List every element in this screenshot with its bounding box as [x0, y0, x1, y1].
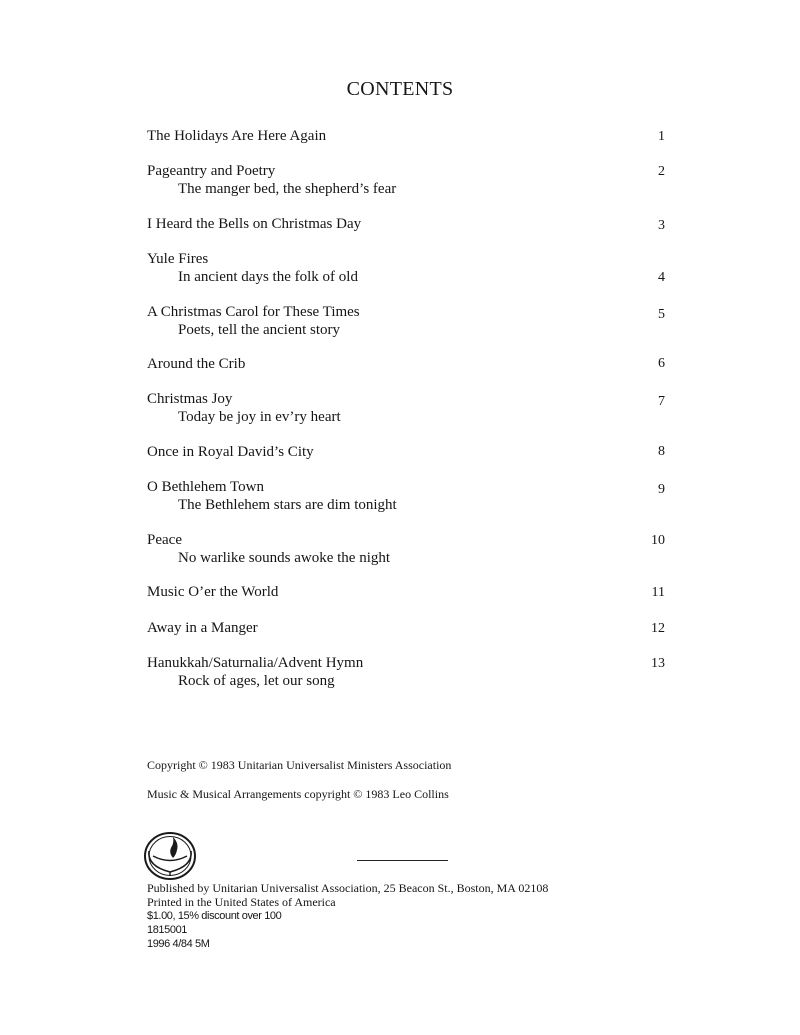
toc-entry — [147, 619, 665, 637]
toc-page-number: 3 — [658, 218, 665, 233]
toc-page-number: 4 — [658, 270, 665, 285]
toc-entry — [147, 654, 665, 690]
toc-entry — [147, 215, 665, 233]
toc-entry — [147, 127, 665, 145]
toc-entry-title: Peace — [147, 532, 182, 548]
divider — [357, 860, 448, 861]
toc-page-number: 12 — [651, 621, 665, 636]
toc-entry-title: Yule Fires — [147, 251, 209, 267]
toc-entry-title: Away in a Manger — [147, 620, 258, 636]
toc-entry — [147, 390, 665, 426]
toc-entry-subtitle: Rock of ages, let our song — [178, 673, 335, 689]
toc-entry-subtitle: The manger bed, the shepherd’s fear — [178, 181, 397, 197]
toc-entry-title: Once in Royal David’s City — [147, 444, 314, 460]
toc-entry — [147, 303, 665, 339]
toc-entry-title: Hanukkah/Saturnalia/Advent Hymn — [147, 655, 364, 671]
toc-page-number: 11 — [651, 585, 665, 600]
flaming-chalice-icon — [143, 830, 199, 882]
toc-page-number: 8 — [658, 444, 665, 459]
price-line: $1.00, 15% discount over 100 — [147, 910, 282, 922]
toc-entry-subtitle: Poets, tell the ancient story — [178, 322, 341, 338]
publisher-info — [147, 881, 548, 951]
toc-entry-title: Around the Crib — [147, 356, 246, 372]
page-title: CONTENTS — [346, 78, 454, 100]
toc-entry-subtitle: No warlike sounds awoke the night — [178, 550, 391, 566]
toc-entry — [147, 250, 665, 286]
toc-page-number: 5 — [658, 307, 665, 322]
toc-entry — [147, 478, 665, 514]
copyright-line: Copyright © 1983 Unitarian Universalist Ministers Association — [147, 758, 452, 772]
toc-page-number: 2 — [658, 164, 665, 179]
catalog-code: 1815001 — [147, 924, 188, 936]
toc-page-number: 1 — [658, 129, 665, 144]
toc-entry — [147, 531, 665, 567]
toc-entry-title: I Heard the Bells on Christmas Day — [147, 216, 362, 232]
toc-entry-subtitle: In ancient days the folk of old — [178, 269, 358, 285]
toc-entry — [147, 162, 665, 198]
toc-page-number: 10 — [651, 533, 665, 548]
toc-entry-title: A Christmas Carol for These Times — [147, 304, 360, 320]
toc-entry-title: Pageantry and Poetry — [147, 163, 276, 179]
toc-page-number: 7 — [658, 394, 665, 409]
printed-in-line: Printed in the United States of America — [147, 895, 336, 909]
toc-entry — [147, 355, 665, 373]
toc-entry-subtitle: Today be joy in ev’ry heart — [178, 409, 341, 425]
toc-entry-title: Music O’er the World — [147, 584, 279, 600]
toc-page-number: 13 — [651, 656, 665, 671]
toc-page-number: 9 — [658, 482, 665, 497]
print-info: 1996 4/84 5M — [147, 938, 210, 950]
toc-entry-title: Christmas Joy — [147, 391, 233, 407]
toc-entry-subtitle: The Bethlehem stars are dim tonight — [178, 497, 397, 513]
toc-entry-title: The Holidays Are Here Again — [147, 128, 327, 144]
publisher-line: Published by Unitarian Universalist Association, 25 Beacon St., Boston, MA 02108 — [147, 881, 549, 895]
toc-entry — [147, 583, 665, 601]
toc-page-number: 6 — [658, 356, 665, 371]
music-copyright-line: Music & Musical Arrangements copyright © 1983 Leo Collins — [147, 787, 449, 801]
toc-entry — [147, 443, 665, 461]
toc-entry-title: O Bethlehem Town — [147, 479, 264, 495]
